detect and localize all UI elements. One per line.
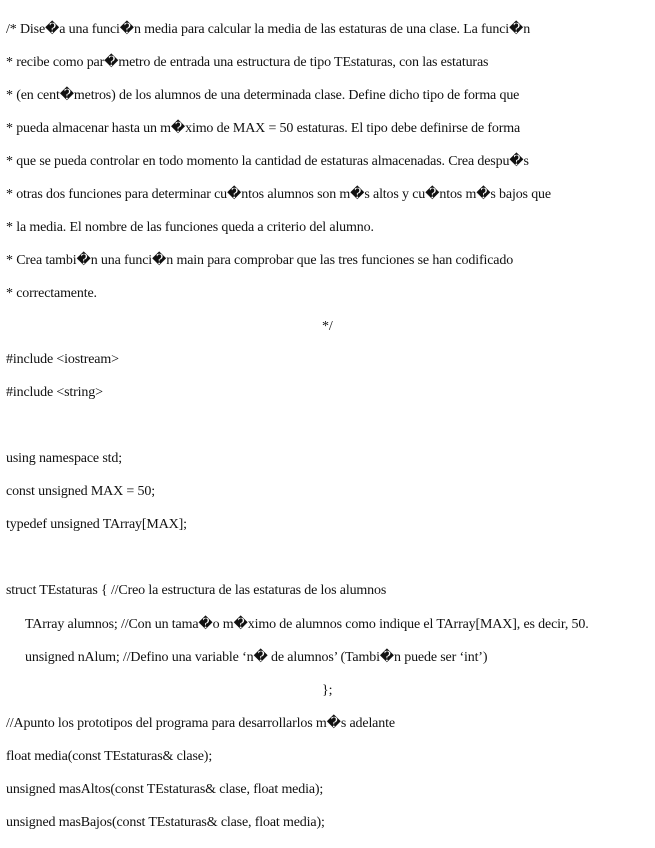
comment-line: * (en cent�metros) de los alumnos de una determinada clase. Define dicho tipo de forma que	[6, 88, 520, 103]
struct-member-line: unsigned nAlum; //Defino una variable ‘n� de alumnos’ (Tambi�n puede ser ‘int’)	[25, 650, 488, 665]
include-line: #include <iostream>	[6, 352, 119, 367]
comment-line: * otras dos funciones para determinar cu�ntos alumnos son m�s altos y cu�ntos m�s bajos que	[6, 187, 551, 202]
using-line: using namespace std;	[6, 451, 122, 466]
comment-line: /* Dise�a una funci�n media para calcular la media de las estaturas de una clase. La funci�n	[6, 22, 531, 37]
comment-line: * Crea tambi�n una funci�n main para comprobar que las tres funciones se han codificado	[6, 253, 514, 268]
comment-line: * correctamente.	[6, 286, 97, 301]
prototype-comment: //Apunto los prototipos del programa para desarrollarlos m�s adelante	[6, 716, 395, 731]
include-line: #include <string>	[6, 385, 103, 400]
const-line: const unsigned MAX = 50;	[6, 484, 155, 499]
struct-close-line: };	[322, 683, 333, 698]
comment-line: * la media. El nombre de las funciones queda a criterio del alumno.	[6, 220, 374, 235]
struct-member-line: TArray alumnos; //Con un tama�o m�ximo de alumnos como indique el TArray[MAX], es decir, 50.	[25, 617, 589, 632]
struct-open-line: struct TEstaturas { //Creo la estructura de las estaturas de los alumnos	[6, 583, 387, 598]
comment-line: * pueda almacenar hasta un m�ximo de MAX = 50 estaturas. El tipo debe definirse de forma	[6, 121, 521, 136]
prototype-line: float media(const TEstaturas& clase);	[6, 749, 213, 764]
comment-line: * recibe como par�metro de entrada una estructura de tipo TEstaturas, con las estaturas	[6, 55, 489, 70]
comment-close: */	[322, 319, 333, 334]
prototype-line: unsigned masBajos(const TEstaturas& clase, float media);	[6, 815, 325, 830]
typedef-line: typedef unsigned TArray[MAX];	[6, 517, 187, 532]
comment-line: * que se pueda controlar en todo momento la cantidad de estaturas almacenadas. Crea despu�s	[6, 154, 529, 169]
prototype-line: unsigned masAltos(const TEstaturas& clase, float media);	[6, 782, 324, 797]
